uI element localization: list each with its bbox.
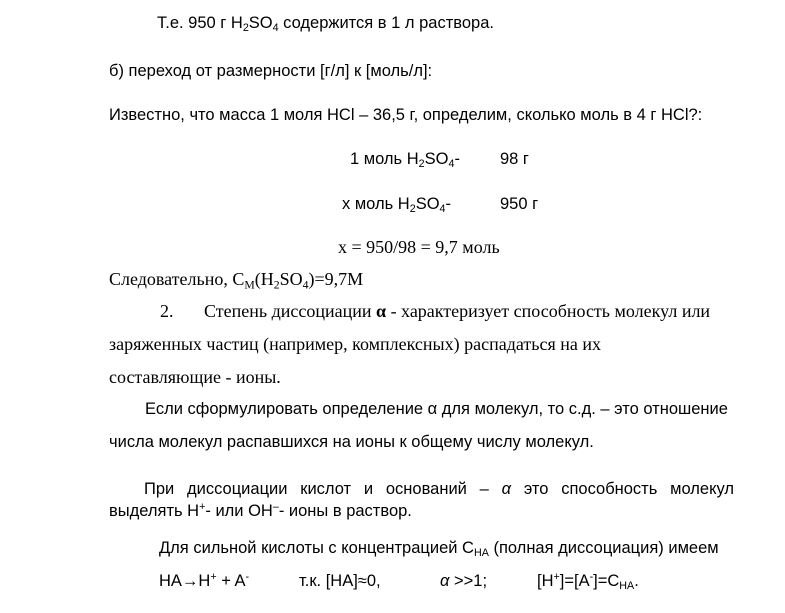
line-hcl-mass: Известно, что масса 1 моля HCl – 36,5 г, определим, сколько моль в 4 г HCl?: [109,106,703,124]
equation-result: $[H^+]=[A^-]=C_{HA}$. [537,571,639,593]
strong-acid-line: Для сильной кислоты с концентрацией $C_{HA}$ (полная диссоциация) имеем [159,539,719,560]
proportion-value-2: 950 г [500,195,539,213]
dissociation-equation: HA→H+ + A- [159,571,250,590]
equation-alpha: α >>1; [440,572,488,590]
acid-base-line-1: При диссоциации кислот и оснований – α это способность молекул [144,480,734,498]
proportion-value-1: 98 г [500,150,529,168]
item-2-line-3: составляющие - ионы. [109,367,281,387]
definition-line-1: Если сформулировать определение α для молекул, то с.д. – это отношение [145,400,728,418]
acid-base-line-2: выделять H+- или OH–- ионы в раствор. [109,501,412,520]
item-2-number: 2. [160,301,174,321]
item-2-line-2: заряженных частиц (например, комплексных) распадаться на их [109,334,601,354]
item-2-line-1: Степень диссоциации α - характеризует способность молекул или [204,301,711,321]
calculation-line: x = 950/98 = 9,7 моль [338,237,500,257]
conclusion-molarity: Следовательно, $C_M(H_2SO_4)=9,7M$ [109,269,364,292]
subheading-units-conversion: б) переход от размерности [г/л] к [моль/л]: [109,62,433,80]
proportion-row-1: 1 моль $H_2SO_4-$ [350,150,460,171]
equation-condition: т.к. [HA]≈0, [299,572,381,590]
line-h2so4-volume: Т.е. 950 г $H_2SO_4$ содержится в 1 л раствора. [157,14,494,35]
definition-line-2: числа молекул распавшихся на ионы к общему числу молекул. [109,433,594,451]
proportion-row-2: x моль $H_2SO_4-$ [342,195,451,216]
